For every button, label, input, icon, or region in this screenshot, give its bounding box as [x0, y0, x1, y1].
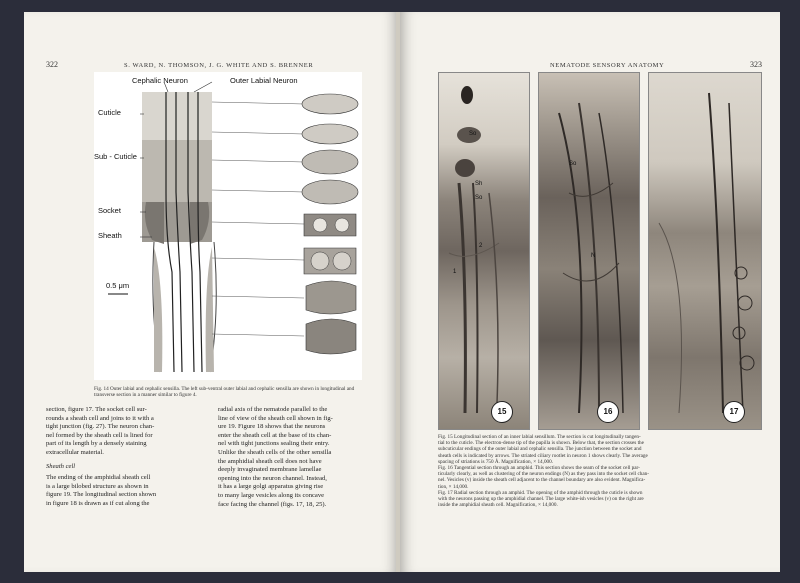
text-line: The ending of the amphidial sheath cell	[46, 474, 151, 482]
caption-line: tion, × 14,000.	[438, 483, 469, 490]
label-outer-labial-neuron: Outer Labial Neuron	[230, 76, 298, 85]
text-line: enter the sheath cell at the base of its chan-	[218, 431, 332, 439]
text-line: nel formed by the sheath cell is lined for	[46, 431, 153, 439]
caption-line: sheath cells is indicated by arrows. The striated ciliary rootlet in neuron 1 shows clearly. The average	[438, 452, 648, 459]
left-page	[24, 12, 398, 572]
text-line: opening into the neuron channel. Instead,	[218, 474, 327, 482]
text-line: extracellular material.	[46, 448, 104, 456]
panel-17-number: 17	[723, 401, 745, 423]
text-line: part of its length by a densely staining	[46, 440, 147, 448]
caption-line: with the neurons passing up the amphidial channel. The large white-ish vesicles (v) on the right are	[438, 496, 644, 503]
left-running-head: S. WARD, N. THOMSON, J. G. WHITE AND S. BRENNER	[124, 62, 314, 69]
micrograph-17-texture	[649, 73, 761, 429]
caption-line: subcuticular endings of the outer labial and cephalic sensilla. The junction between the socket and	[438, 446, 642, 453]
text-line: deeply invaginated membrane lamellae	[218, 466, 322, 474]
panel-15-label-so2: So	[475, 195, 483, 201]
text-line: nel with tight junctions sealing their entry.	[218, 440, 330, 448]
label-sheath: Sheath	[98, 231, 122, 240]
panel-15-number: 15	[491, 401, 513, 423]
text-line: radial axis of the nematode parallel to the	[218, 406, 328, 413]
caption-line: nel. Vesicles (v) inside the sheath cell adjacent to the channel boundary are also evident. Magnifica-	[438, 477, 646, 484]
label-socket: Socket	[98, 206, 121, 215]
text-line: section, figure 17. The socket cell sur-	[46, 406, 147, 413]
micrograph-15-texture	[439, 73, 529, 429]
right-page	[400, 12, 780, 572]
text-line: to many large vesicles along its concave	[218, 491, 325, 499]
text-column-1	[46, 406, 208, 509]
text-line: face facing the channel (figs. 17, 18, 25).	[218, 500, 327, 508]
panel-15-label-so: So	[469, 131, 477, 137]
text-column-2	[218, 406, 380, 509]
caption-line: inside the amphidial sheath cell. Magnification, × 14,000.	[438, 502, 558, 509]
micrograph-16-texture	[539, 73, 639, 429]
text-line: tight junction (fig. 27). The neuron chan-	[46, 423, 155, 431]
micrograph-fig-16	[538, 72, 640, 430]
right-page-number: 323	[750, 60, 762, 69]
book-spread	[24, 12, 780, 572]
figures-15-17-caption	[438, 434, 760, 508]
figure-14-caption: Fig. 14 Outer labial and cephalic sensilla. The left sub-ventral outer labial and cephalic sensilla are shown in longitudinal and transverse section in a manner similar to figure 4.	[94, 386, 355, 399]
label-sub-cuticle: Sub - Cuticle	[94, 152, 137, 161]
label-cephalic-neuron: Cephalic Neuron	[132, 76, 188, 85]
caption-line: Fig. 15 Longitudinal section of an inner labial sensillum. The section is cut longitudinally tangen-	[438, 434, 641, 440]
caption-line: Fig. 16 Tangential section through an amphid. This section shows the seam of the socket cell par-	[438, 465, 640, 472]
caption-line: spacing of striations is 750 Å. Magnification, × 14,000.	[438, 458, 554, 465]
left-page-number: 322	[46, 60, 58, 69]
panel-16-label-so: So	[569, 161, 577, 167]
section-heading: Sheath cell	[46, 462, 76, 470]
text-line: rounds a sheath cell and joins to it with a	[46, 414, 154, 422]
text-line: is a large bilobed structure as shown in	[46, 482, 149, 490]
sensilla-drawing	[94, 72, 362, 380]
panel-15-label-1: 1	[453, 269, 457, 275]
text-line: Unlike the sheath cells of the other sensilla	[218, 448, 332, 456]
panel-15-label-2: 2	[479, 243, 483, 249]
panel-16-number: 16	[597, 401, 619, 423]
text-line: figure 19. The longitudinal section shown	[46, 491, 157, 499]
micrograph-fig-15	[438, 72, 530, 430]
label-cuticle: Cuticle	[98, 108, 121, 117]
right-running-head: NEMATODE SENSORY ANATOMY	[550, 62, 665, 69]
text-line: in figure 18 is drawn as if cut along the	[46, 499, 150, 507]
label-scale: 0.5 μm	[106, 281, 130, 290]
panel-16-label-n: N	[591, 253, 596, 259]
caption-line: ticularly clearly, as well as clustering of the neuron endings (N) as they pass into the socket cell chan-	[438, 471, 649, 478]
text-line: ure 19. Figure 18 shows that the neurons	[218, 423, 326, 431]
text-line: the amphidial sheath cell does not have	[218, 457, 322, 465]
figure-14-diagram	[94, 72, 362, 380]
panel-15-label-sh: Sh	[475, 181, 483, 187]
text-line: it has a large golgi apparatus giving rise	[218, 483, 324, 491]
caption-line: Fig. 17 Radial section through an amphid. The opening of the amphid through the cuticle is shown	[438, 489, 643, 496]
micrograph-fig-17	[648, 72, 762, 430]
caption-line: tial to the cuticle. The electron-dense tip of the papilla is shown. Below that, the section crosses the	[438, 440, 644, 447]
text-line: line of view of the sheath cell shown in fig-	[218, 414, 333, 422]
